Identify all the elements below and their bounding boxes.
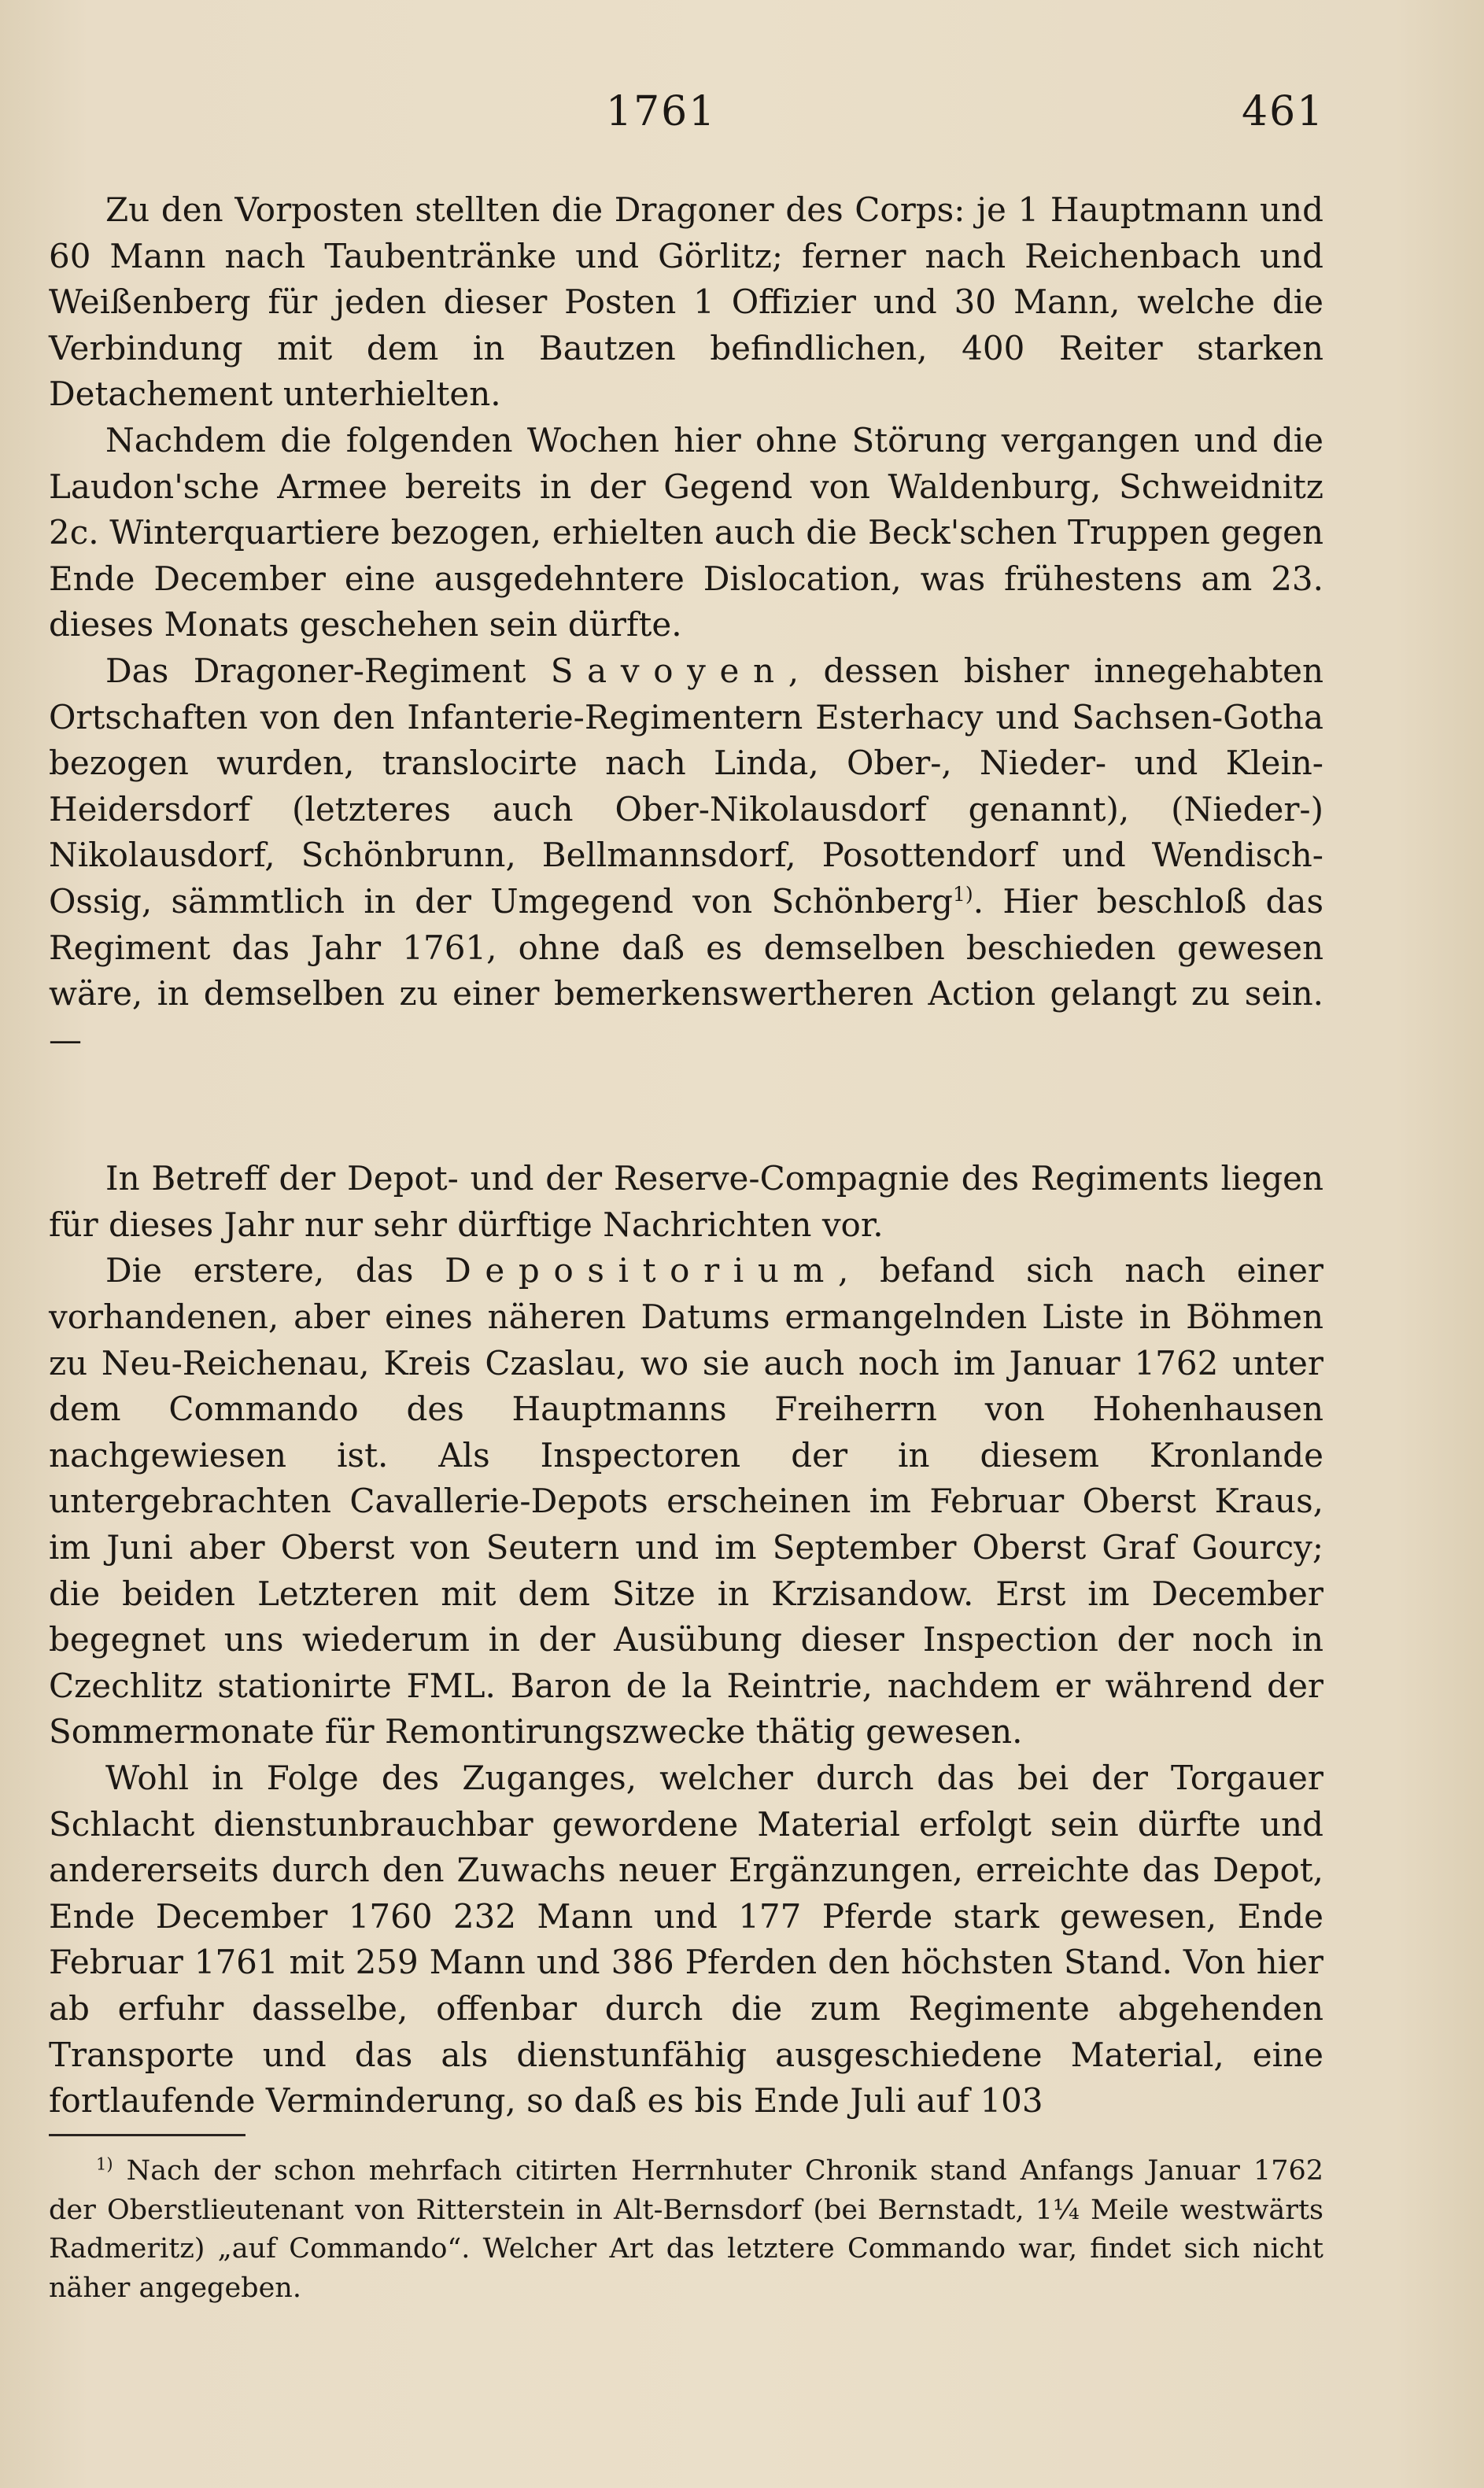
paragraph-depot-reserve: In Betreff der Depot- und der Reserve-Compagnie des Regiments liegen für dieses Jahr nur sehr dürftige Nachrichten vor.: [49, 1159, 1323, 1244]
main-text: [49, 187, 1323, 2124]
footnote: [49, 2152, 1323, 2308]
emphasis-spaced: Depositorium: [445, 1251, 839, 1290]
paragraph-depot-strength: Wohl in Folge des Zuganges, welcher durch das bei der Torgauer Schlacht dienstunbrauchbar gewordene Material erfolgt sein dürfte und andererseits durch den Zuwachs neuer Ergänzungen, erreichte das Depot, Ende December 1760 232 Mann und 177 Pferde stark gewesen, Ende Februar 1761 mit 259 Mann und 386 Pferden den höchsten Stand. Von hier ab erfuhr dasselbe, offenbar durch die zum Regimente abgehenden Transporte und das als dienstunfähig ausgeschiedene Material, eine fortlaufende Verminderung, so daß es bis Ende Juli auf 103: [49, 1759, 1323, 2121]
paragraph-text: Das Dragoner-Regiment: [105, 651, 551, 690]
paragraph-depositorium: [49, 1248, 1323, 1755]
footnote-text: Nach der schon mehrfach citirten Herrnhuter Chronik stand Anfangs Januar 1762 der Oberstlieutenant von Ritterstein in Alt-Bernsdorf (bei Bernstadt, 1¼ Meile westwärts Radmeritz) „auf Commando“. Welcher Art das letztere Commando war, findet sich nicht näher angegeben.: [49, 2155, 1323, 2304]
paragraph-regiment-savoyen: [49, 648, 1323, 1063]
section-spacer: [49, 1063, 1323, 1156]
paragraph-text: , dessen bisher innegehabten Ortschaften von den Infanterie-Regimentern Esterhacy und Sachsen-Gotha bezogen wurden, translocirte nach Linda, Ober-, Nieder- und Klein-Heidersdorf (letzteres auch Ober-Nikolausdorf genannt), (Nieder-) Nikolausdorf, Schönbrunn, Bellmannsdorf, Posottendorf und Wendisch-Ossig, sämmtlich in der Umgegend von Schönberg: [49, 651, 1323, 921]
paragraph-text: . Hier beschloß das Regiment das Jahr 1761, ohne daß es demselben beschieden gewesen wäre, in demselben zu einer bemerkenswertheren Action gelangt zu sein. —: [49, 881, 1324, 1059]
emphasis-spaced: Savoyen: [550, 651, 788, 690]
header-year: 1761: [606, 88, 717, 135]
running-header: [0, 88, 1484, 143]
footnote-marker: 1): [96, 2154, 113, 2174]
paragraph-outposts: Zu den Vorposten stellten die Dragoner des Corps: je 1 Hauptmann und 60 Mann nach Taubentränke und Görlitz; ferner nach Reichenbach und Weißenberg für jeden dieser Posten 1 Offizier und 30 Mann, welche die Verbindung mit dem in Bautzen befindlichen, 400 Reiter starken Detachement unterhielten.: [49, 190, 1323, 414]
footnote-reference: 1): [952, 882, 973, 906]
paragraph-text: Die erstere, das: [105, 1251, 445, 1290]
footnote-separator: [49, 2134, 245, 2136]
paragraph-dislocation: Nachdem die folgenden Wochen hier ohne Störung vergangen und die Laudon'sche Armee bereits in der Gegend von Waldenburg, Schweidnitz 2c. Winterquartiere bezogen, erhielten auch die Beck'schen Truppen gegen Ende December eine ausgedehntere Dislocation, was frühestens am 23. dieses Monats geschehen sein dürfte.: [49, 420, 1323, 644]
paragraph-text: , befand sich nach einer vorhandenen, aber eines näheren Datums ermangelnden Liste in Böhmen zu Neu-Reichenau, Kreis Czaslau, wo sie auch noch im Januar 1762 unter dem Commando des Hauptmanns Freiherrn von Hohenhausen nachgewiesen ist. Als Inspectoren der in diesem Kronlande untergebrachten Cavallerie-Depots erscheinen im Februar Oberst Kraus, im Juni aber Oberst von Seutern und im September Oberst Graf Gourcy; die beiden Letzteren mit dem Sitze in Krzisandow. Erst im December begegnet uns wiederum in der Ausübung dieser Inspection der noch in Czechlitz stationirte FML. Baron de la Reintrie, nachdem er während der Sommermonate für Remontirungszwecke thätig gewesen.: [49, 1251, 1324, 1752]
page-number: 461: [1242, 88, 1325, 135]
